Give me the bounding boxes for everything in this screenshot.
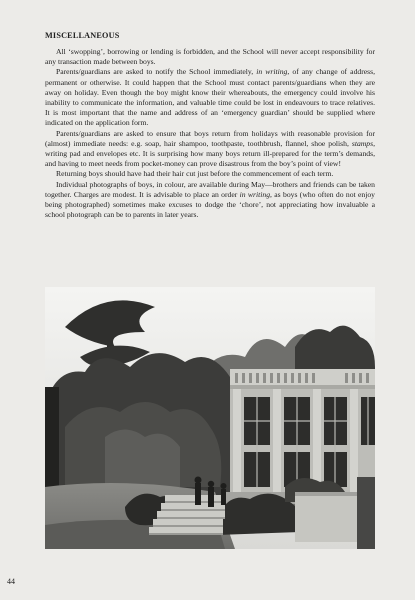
section-heading: MISCELLANEOUS	[45, 31, 120, 40]
emphasis-text: in writing	[256, 67, 288, 77]
emphasis-text: in writing	[239, 189, 271, 199]
paragraph: Individual photographs of boys, in colour, are available during May—brothers and friends can be taken together. Charges are modest. It is advisable to place an order in writing, as boys (who often do not enjoy being photographed) sometimes make excuses to dodge the ‘chore’, not appreciating how invaluable a school photograph can be to parents in later years.	[45, 179, 375, 220]
page-number: 44	[7, 577, 15, 586]
paragraph: Parents/guardians are asked to ensure that boys return from holidays with reasonable provision for (almost) immediate needs: e.g. soap, hair shampoo, toothpaste, toothbrush, flannel, shoe polish, stamps, writing pad and envelopes etc. It is surprising how many boys return ill-prepared for the term’s demands, and having to meet needs from pocket-money can prove disastrous from the boy’s point of view!	[45, 128, 375, 169]
paragraph: Returning boys should have had their hair cut just before the commencement of each term.	[56, 169, 334, 179]
paragraph: Parents/guardians are asked to notify the School immediately, in writing, of any change of address, permanent or otherwise. It could happen that the School must contact parents/guardians when they are away on holiday. Even though the boy might know their whereabouts, the emergency could involve his inability to communicate the information, and valuable time could be lost in endeavours to trace relatives. It is most important that the name and address of an ‘emergency guardian’ should be supplied where indicated on the application form.	[45, 67, 376, 128]
body-text	[45, 47, 375, 220]
emphasis-text: stamps	[351, 138, 374, 148]
school-building-photo	[45, 287, 375, 549]
paragraph: All ‘swopping’, borrowing or lending is forbidden, and the School will never accept responsibility for any transaction made between boys.	[45, 47, 375, 67]
